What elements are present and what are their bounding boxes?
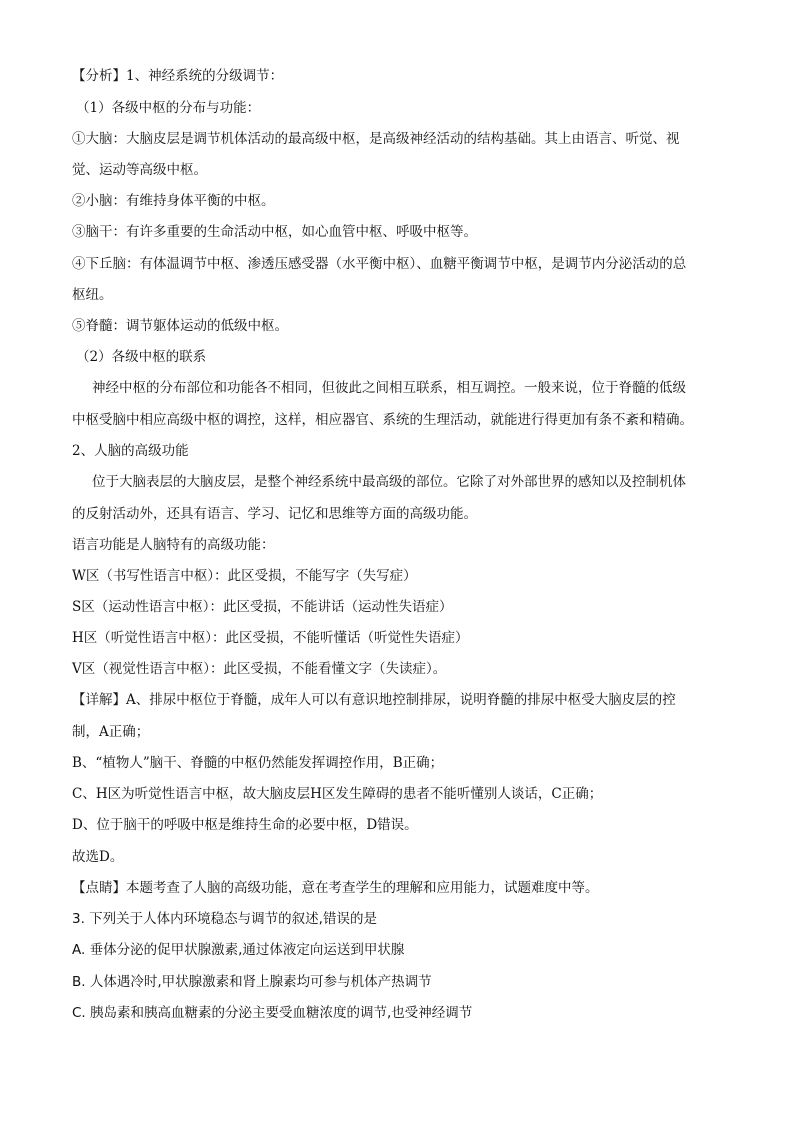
text-line: 制，A正确；	[72, 724, 150, 740]
text-line: W区（书写性语言中枢）：此区受损，不能写字（失写症）	[72, 568, 417, 584]
comment-line: 【点睛】本题考查了人脑的高级功能，意在考查学生的理解和应用能力，试题难度中等。	[72, 880, 599, 896]
option-c: C. 胰岛素和胰高血糖素的分泌主要受血糖浓度的调节,也受神经调节	[72, 1005, 473, 1021]
section-heading: 2、人脑的高级功能	[72, 443, 189, 459]
option-b: B. 人体遇冷时,甲状腺激素和肾上腺素均可参与机体产热调节	[72, 974, 432, 990]
text-line: 中枢受脑中相应高级中枢的调控，这样，相应器官、系统的生理活动，就能进行得更加有条不紊和精确。	[72, 412, 693, 428]
analysis-heading: 【分析】1、神经系统的分级调节：	[72, 68, 284, 84]
subheading-distribution: （1）各级中枢的分布与功能：	[76, 100, 261, 116]
text-line: 语言功能是人脑特有的高级功能：	[72, 537, 275, 553]
text-line: ③脑干：有许多重要的生命活动中枢，如心血管中枢、呼吸中枢等。	[72, 224, 477, 240]
text-line: ②小脑：有维持身体平衡的中枢。	[72, 193, 275, 209]
text-line: H区（听觉性语言中枢）：此区受损，不能听懂话（听觉性失语症）	[72, 630, 469, 646]
text-line: ①大脑：大脑皮层是调节机体活动的最高级中枢，是高级神经活动的结构基础。其上由语言、听觉、视	[72, 131, 680, 147]
answer-line: 故选D。	[72, 849, 124, 865]
text-line: S区（运动性语言中枢）：此区受损，不能讲话（运动性失语症）	[72, 599, 453, 615]
text-line: ⑤脊髓：调节躯体运动的低级中枢。	[72, 318, 288, 334]
text-line: C、H区为听觉性语言中枢，故大脑皮层H区发生障碍的患者不能听懂别人谈话，C正确；	[72, 786, 603, 802]
text-line: 觉、运动等高级中枢。	[72, 162, 207, 178]
text-line: D、位于脑干的呼吸中枢是维持生命的必要中枢，D错误。	[72, 817, 418, 833]
text-line: 位于大脑表层的大脑皮层，是整个神经系统中最高级的部位。它除了对外部世界的感知以及控制机体	[92, 474, 686, 490]
option-a: A. 垂体分泌的促甲状腺激素,通过体液定向运送到甲状腺	[72, 942, 405, 958]
text-line: V区（视觉性语言中枢）：此区受损，不能看懂文字（失读症）。	[72, 661, 447, 677]
text-line: 的反射活动外，还具有语言、学习、记忆和思维等方面的高级功能。	[72, 506, 477, 522]
question-stem: 3. 下列关于人体内环境稳态与调节的叙述,错误的是	[72, 911, 377, 927]
text-line: ④下丘脑：有体温调节中枢、渗透压感受器（水平衡中枢）、血糖平衡调节中枢，是调节内分泌活动的总	[72, 256, 687, 272]
text-line: B、“植物人”脑干、脊髓的中枢仍然能发挥调控作用，B正确；	[72, 755, 444, 771]
text-line: 神经中枢的分布部位和功能各不相同，但彼此之间相互联系，相互调控。一般来说，位于脊髓的低级	[92, 380, 686, 396]
detail-heading: 【详解】A、排尿中枢位于脊髓，成年人可以有意识地控制排尿，说明脊髓的排尿中枢受大脑皮层的控	[72, 692, 676, 708]
text-line: 枢纽。	[72, 287, 113, 303]
subheading-connection: （2）各级中枢的联系	[76, 349, 207, 365]
